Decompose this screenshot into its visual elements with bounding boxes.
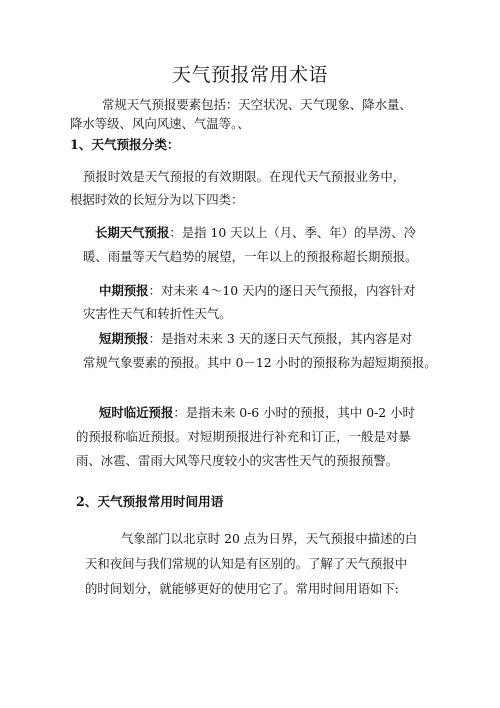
short-term-line-2: 常规气象要素的预报。其中 0－12 小时的预报称为超短期预报。 <box>83 355 437 370</box>
short-term-term: 短期预报 <box>99 331 149 346</box>
long-term-line-2: 暖、雨量等天气趋势的展望，一年以上的预报称超长期预报。 <box>83 249 418 264</box>
medium-term-line-1 <box>99 283 416 299</box>
nowcast-line-2: 的预报称临近预报。对短期预报进行补充和订正，一般是对暴 <box>76 429 411 444</box>
section-2-line-3: 的时间划分，就能够更好的使用它了。常用时间用语如下: <box>85 581 399 596</box>
long-term-line-1 <box>95 225 416 241</box>
section-2-line-2: 天和夜间与我们常规的认知是有区别的。了解了天气预报中 <box>85 556 408 571</box>
long-term-term: 长期天气预报 <box>95 225 170 240</box>
short-term-desc: ：是指对未来 3 天的逐日天气预报，其内容是对 <box>148 331 413 346</box>
medium-term-desc: ：对未来 4～10 天内的逐日天气预报，内容针对 <box>148 283 416 298</box>
long-term-desc: ：是指 10 天以上（月、季、年）的旱涝、冷 <box>169 225 417 240</box>
short-term-line-1 <box>99 331 412 347</box>
nowcast-line-3: 雨、冰雹、雷雨大风等尺度较小的灾害性天气的预报预警。 <box>76 453 399 468</box>
section-2-heading: 2、天气预报常用时间用语 <box>76 494 224 509</box>
medium-term-line-2: 灾害性天气和转折性天气。 <box>83 306 232 321</box>
intro-line-2: 降水等级、风向风速、气温等。、 <box>70 116 250 131</box>
section-2-line-1: 气象部门以北京时 20 点为日界，天气预报中描述的白 <box>121 531 418 546</box>
section-1-para-line-1: 预报时效是天气预报的有效期限。在现代天气预报业务中， <box>83 169 406 184</box>
medium-term-term: 中期预报 <box>99 283 149 298</box>
section-1-para-line-2: 根据时效的长短分为以下四类： <box>70 192 244 207</box>
nowcast-desc: ：是指未来 0-6 小时的预报，其中 0-2 小时 <box>173 405 415 420</box>
intro-line-1: 常规天气预报要素包括：天空状况、天气现象、降水量、 <box>102 97 412 112</box>
section-1-heading: 1、天气预报分类： <box>70 137 180 152</box>
nowcast-line-1 <box>99 405 415 421</box>
nowcast-term: 短时临近预报 <box>99 405 174 420</box>
page-title: 天气预报常用术语 <box>171 64 328 86</box>
